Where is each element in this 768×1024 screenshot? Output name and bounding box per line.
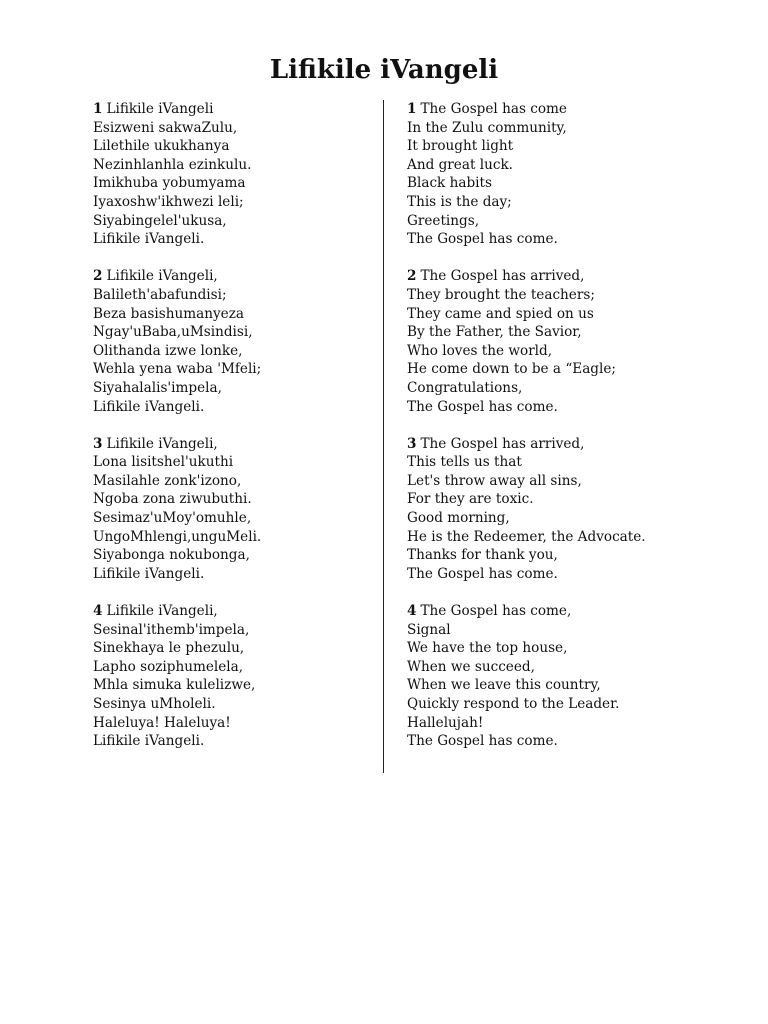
zulu-verse-3 (93, 435, 373, 584)
verse-line: Balileth'abafundisi; (93, 286, 227, 303)
verse-line (93, 435, 373, 454)
zulu-verse-1 (93, 100, 373, 249)
verse-line: Ngay'uBaba,uMsindisi, (93, 324, 253, 341)
verse-line: Thanks for thank you, (407, 547, 558, 564)
english-verse-3 (407, 435, 727, 584)
verse-line: This tells us that (407, 454, 522, 471)
verse-line: Iyaxoshw'ikhwezi leli; (93, 193, 244, 210)
verse-line: Sesinya uMholeli. (93, 696, 216, 712)
verse-number: 3 (93, 435, 103, 452)
verse-line-text: Lifikile iVangeli (106, 101, 214, 117)
verse-line: The Gospel has come. (407, 733, 558, 750)
verse-line-text: Lifikile iVangeli, (106, 435, 218, 452)
page-title: Lifikile iVangeli (269, 55, 499, 85)
verse-line: Congratulations, (407, 379, 523, 396)
verse-line (407, 435, 727, 454)
verse-line: They brought the teachers; (407, 286, 595, 303)
verse-line: This is the day; (407, 193, 512, 210)
english-verse-2 (407, 267, 727, 416)
verse-line: Siyahalalis'impela, (93, 379, 222, 396)
verse-line: Lilethile ukukhanya (93, 138, 230, 155)
verse-line: He is the Redeemer, the Advocate. (407, 528, 646, 545)
verse-line: The Gospel has come. (407, 565, 558, 582)
verse-line (93, 602, 373, 621)
verse-line: Beza basishumanyeza (93, 305, 244, 322)
verse-line: Lifikile iVangeli. (93, 398, 205, 415)
verse-line: They came and spied on us (407, 305, 594, 322)
verse-line-text: Lifikile iVangeli, (106, 268, 218, 285)
verse-line: Ngoba zona ziwubuthi. (93, 491, 252, 508)
verse-number: 3 (407, 435, 417, 452)
verse-line (407, 100, 727, 119)
verse-line: Olithanda izwe lonke, (93, 342, 243, 359)
verse-line: Lifikile iVangeli. (93, 733, 205, 750)
verse-line: Signal (407, 621, 451, 638)
verse-line: Hallelujah! (407, 714, 484, 731)
verse-line: Lapho soziphumelela, (93, 658, 244, 675)
verse-line: Imikhuba yobumyama (93, 175, 246, 192)
verse-line: Esizweni sakwaZulu, (93, 119, 238, 136)
verse-line: The Gospel has come. (407, 398, 558, 415)
verse-line: It brought light (407, 138, 514, 155)
verse-line: Masilahle zonk'izono, (93, 472, 242, 489)
verse-line: He come down to be a “Eagle; (407, 361, 616, 378)
english-column (407, 100, 727, 769)
verse-line-text: The Gospel has arrived, (420, 268, 585, 285)
verse-line: Wehla yena waba 'Mfeli; (93, 361, 262, 378)
verse-line: And great luck. (407, 156, 514, 173)
verse-line-text: Lifikile iVangeli, (106, 603, 218, 620)
verse-line: The Gospel has come. (407, 231, 558, 248)
verse-number: 1 (407, 101, 417, 117)
verse-number: 4 (93, 603, 103, 620)
verse-line: By the Father, the Savior, (407, 324, 582, 341)
english-verse-4 (407, 602, 727, 751)
verse-line: Quickly respond to the Leader. (407, 696, 620, 712)
verse-line: When we leave this country, (407, 677, 601, 694)
verse-line: Black habits (407, 175, 492, 192)
verse-line: Mhla simuka kulelizwe, (93, 677, 256, 694)
verse-line (93, 100, 373, 119)
verse-line: Good morning, (407, 510, 510, 527)
verse-line: Siyabonga nokubonga, (93, 547, 250, 564)
verse-line (93, 267, 373, 286)
verse-line-text: The Gospel has come (420, 101, 567, 117)
verse-line-text: The Gospel has come, (420, 603, 572, 620)
verse-line: For they are toxic. (407, 491, 534, 508)
verse-line (407, 267, 727, 286)
verse-line: When we succeed, (407, 658, 535, 675)
verse-line: Sesinal'ithemb'impela, (93, 621, 250, 638)
verse-line-text: The Gospel has arrived, (420, 435, 585, 452)
verse-line: UngoMhlengi,unguMeli. (93, 528, 262, 545)
verse-line: Let's throw away all sins, (407, 472, 582, 489)
zulu-verse-2 (93, 267, 373, 416)
verse-number: 4 (407, 603, 417, 620)
verse-line: Sinekhaya le phezulu, (93, 640, 245, 657)
verse-line: Greetings, (407, 212, 480, 229)
verse-line: Haleluya! Haleluya! (93, 714, 231, 731)
column-divider (383, 100, 384, 773)
english-verse-1 (407, 100, 727, 249)
verse-line: Who loves the world, (407, 342, 553, 359)
verse-number: 1 (93, 101, 103, 117)
verse-line: In the Zulu community, (407, 119, 567, 136)
verse-line: We have the top house, (407, 640, 568, 657)
zulu-verse-4 (93, 602, 373, 751)
verse-line: Lona lisitshel'ukuthi (93, 454, 234, 471)
verse-line: Sesimaz'uMoy'omuhle, (93, 510, 252, 527)
verse-number: 2 (407, 268, 417, 285)
verse-line: Nezinhlanhla ezinkulu. (93, 156, 252, 173)
verse-number: 2 (93, 268, 103, 285)
verse-line: Lifikile iVangeli. (93, 565, 205, 582)
zulu-column (93, 100, 373, 769)
verse-line (407, 602, 727, 621)
verse-line: Siyabingelel'ukusa, (93, 212, 227, 229)
verse-line: Lifikile iVangeli. (93, 231, 205, 248)
